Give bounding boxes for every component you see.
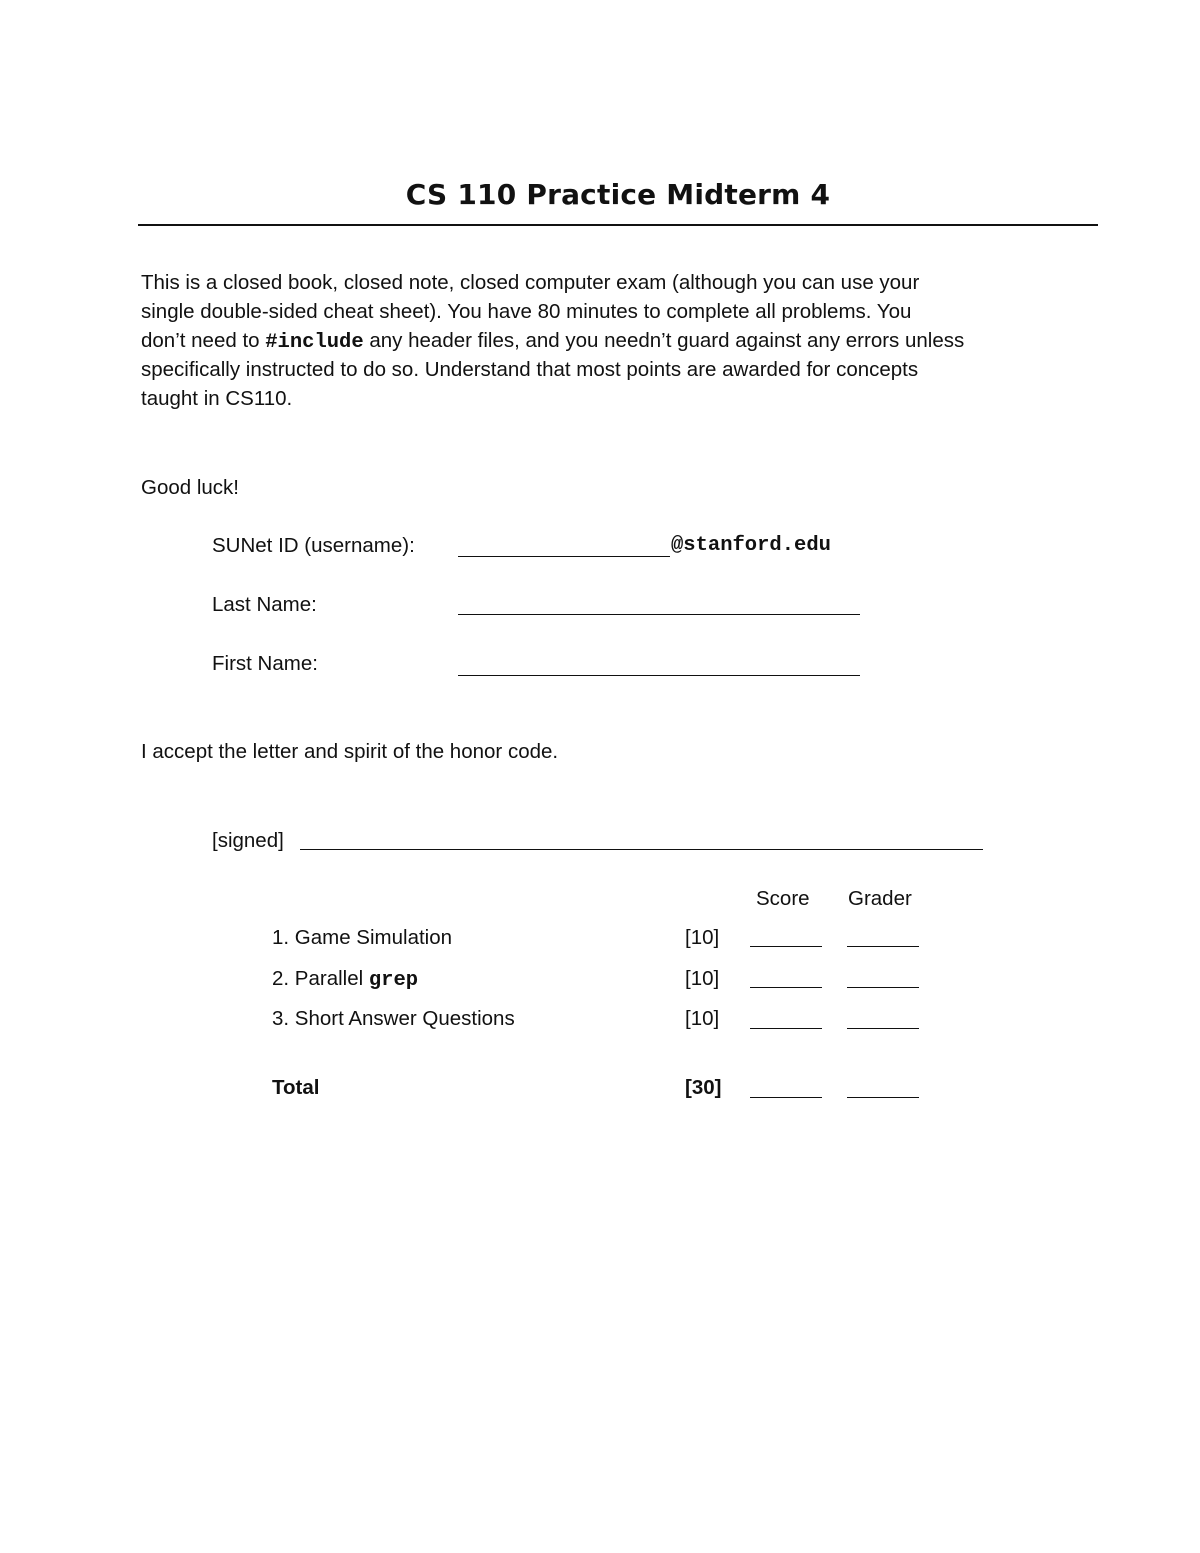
instructions-line: This is a closed book, closed note, closed computer exam (although you can use your	[141, 271, 920, 294]
signed-label: [signed]	[212, 829, 284, 852]
honor-code-statement: I accept the letter and spirit of the honor code.	[141, 740, 559, 763]
score-blank[interactable]	[750, 987, 822, 988]
instructions-line: taught in CS110.	[141, 387, 293, 410]
sunet-label: SUNet ID (username):	[212, 534, 415, 557]
problem-points: [10]	[685, 926, 720, 949]
score-blank[interactable]	[750, 946, 822, 947]
grep-code: grep	[368, 969, 419, 992]
include-code: #include	[265, 331, 364, 354]
instructions-line: single double-sided cheat sheet). You have 80 minutes to complete all problems. You	[141, 300, 912, 323]
last-name-label: Last Name:	[212, 593, 317, 616]
title-divider	[138, 224, 1098, 226]
sunet-suffix: @stanford.edu	[671, 534, 831, 557]
good-luck-text: Good luck!	[141, 476, 239, 499]
problem-label: 1. Game Simulation	[272, 926, 453, 949]
instructions-text: don’t need to	[141, 329, 266, 352]
first-name-label: First Name:	[212, 652, 318, 675]
grader-blank[interactable]	[847, 987, 919, 988]
problem-points: [10]	[685, 967, 720, 990]
score-blank[interactable]	[750, 1028, 822, 1029]
sunet-field[interactable]	[458, 556, 670, 557]
problem-points: [10]	[685, 1007, 720, 1030]
score-header: Score	[756, 887, 810, 910]
total-points: [30]	[685, 1076, 722, 1099]
instructions-line	[141, 326, 964, 357]
first-name-field[interactable]	[458, 675, 860, 676]
problem-label: 3. Short Answer Questions	[272, 1007, 515, 1030]
last-name-field[interactable]	[458, 614, 860, 615]
page-title: CS 110 Practice Midterm 4	[405, 178, 831, 211]
grader-header: Grader	[848, 887, 912, 910]
total-grader-blank[interactable]	[847, 1097, 919, 1098]
total-label: Total	[272, 1076, 320, 1099]
problem-label	[272, 964, 418, 995]
signature-field[interactable]	[300, 849, 983, 850]
instructions-text: any header files, and you needn’t guard against any errors unless	[363, 329, 965, 352]
grader-blank[interactable]	[847, 946, 919, 947]
grader-blank[interactable]	[847, 1028, 919, 1029]
total-score-blank[interactable]	[750, 1097, 822, 1098]
problem-label-text: 2. Parallel	[272, 967, 369, 990]
instructions-line: specifically instructed to do so. Understand that most points are awarded for concepts	[141, 358, 919, 381]
